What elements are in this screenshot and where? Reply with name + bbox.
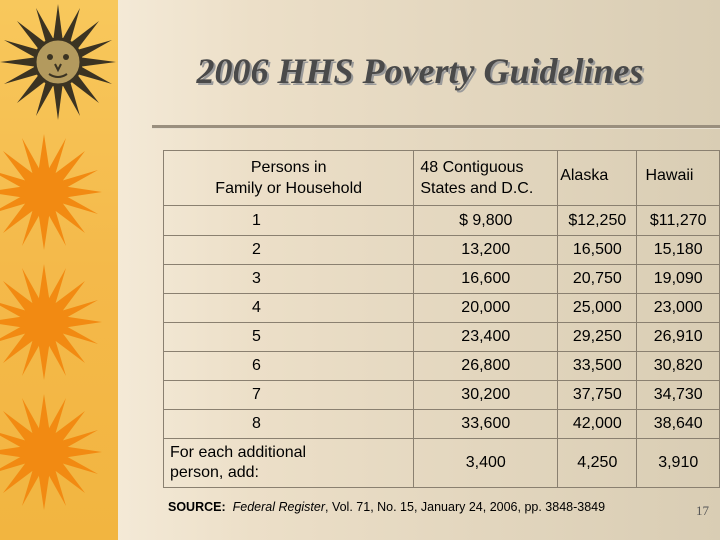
header-alaska: Alaska [558, 151, 637, 206]
cell-hawaii: 26,910 [637, 323, 720, 352]
cell-alaska: 4,250 [558, 439, 637, 488]
source-label: SOURCE: [168, 500, 226, 514]
header-persons: Persons in Family or Household [164, 151, 414, 206]
source-publication: Federal Register [232, 500, 326, 514]
table-row [164, 265, 720, 294]
cell-persons: 4 [164, 294, 414, 323]
source-citation [168, 500, 605, 514]
cell-contiguous: 26,800 [414, 352, 558, 381]
cell-contiguous: 33,600 [414, 410, 558, 439]
cell-contiguous: 30,200 [414, 381, 558, 410]
cell-alaska: $12,250 [558, 206, 637, 236]
table-row [164, 381, 720, 410]
cell-alaska: 37,750 [558, 381, 637, 410]
cell-persons: 7 [164, 381, 414, 410]
decorative-sidebar [0, 0, 118, 540]
page-number: 17 [696, 503, 709, 518]
cell-persons: 8 [164, 410, 414, 439]
title-divider [152, 125, 720, 128]
cell-additional-label: For each additional person, add: [164, 439, 414, 488]
cell-persons: 5 [164, 323, 414, 352]
cell-contiguous: 16,600 [414, 265, 558, 294]
header-contiguous: 48 Contiguous States and D.C. [414, 151, 558, 206]
cell-alaska: 33,500 [558, 352, 637, 381]
cell-contiguous: 13,200 [414, 236, 558, 265]
cell-contiguous: 20,000 [414, 294, 558, 323]
cell-hawaii: 3,910 [637, 439, 720, 488]
cell-persons: 1 [164, 206, 414, 236]
poverty-guidelines-table [163, 150, 720, 488]
cell-persons: 3 [164, 265, 414, 294]
table-row [164, 410, 720, 439]
cell-contiguous: $ 9,800 [414, 206, 558, 236]
orange-sun-icon [0, 134, 102, 510]
sun-face-icon [0, 4, 116, 120]
cell-hawaii: 19,090 [637, 265, 720, 294]
table-row [164, 323, 720, 352]
cell-persons: 2 [164, 236, 414, 265]
slide-title: 2006 HHS Poverty Guidelines [196, 51, 644, 91]
header-hawaii: Hawaii [637, 151, 720, 206]
cell-hawaii: 23,000 [637, 294, 720, 323]
cell-contiguous: 23,400 [414, 323, 558, 352]
cell-hawaii: 38,640 [637, 410, 720, 439]
source-details: , Vol. 71, No. 15, January 24, 2006, pp. 3848-3849 [325, 500, 606, 514]
sun-decoration-icon [0, 0, 118, 540]
cell-alaska: 20,750 [558, 265, 637, 294]
cell-hawaii: 34,730 [637, 381, 720, 410]
cell-alaska: 16,500 [558, 236, 637, 265]
cell-hawaii: 15,180 [637, 236, 720, 265]
cell-alaska: 42,000 [558, 410, 637, 439]
table-row [164, 206, 720, 236]
table-row [164, 352, 720, 381]
table-header-row [164, 151, 720, 206]
cell-hawaii: $11,270 [637, 206, 720, 236]
table-row [164, 236, 720, 265]
cell-alaska: 29,250 [558, 323, 637, 352]
cell-alaska: 25,000 [558, 294, 637, 323]
cell-hawaii: 30,820 [637, 352, 720, 381]
table-row-additional [164, 439, 720, 488]
cell-contiguous: 3,400 [414, 439, 558, 488]
cell-persons: 6 [164, 352, 414, 381]
table-row [164, 294, 720, 323]
